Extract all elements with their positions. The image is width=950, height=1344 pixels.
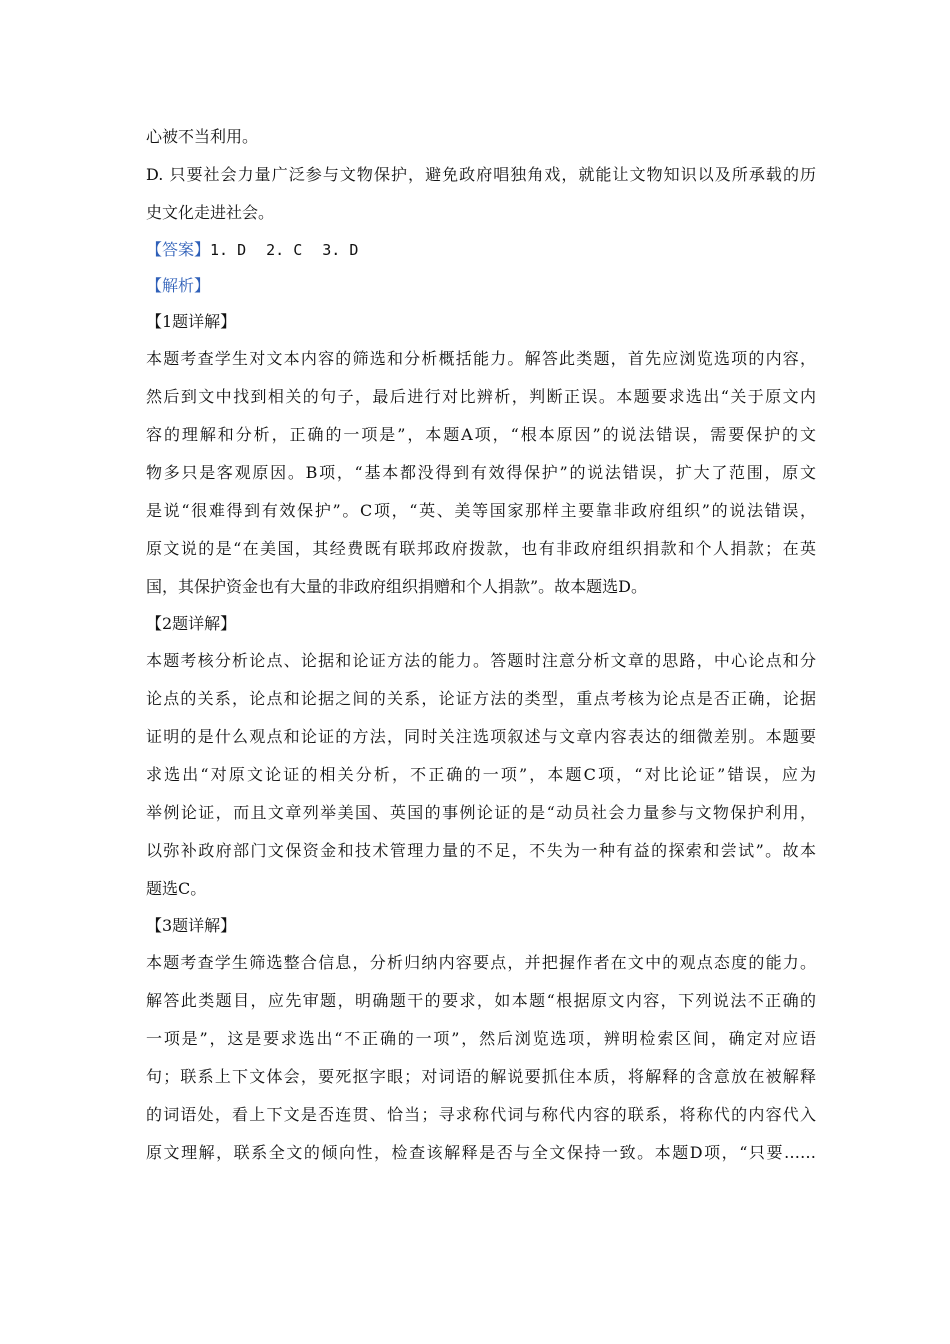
answer-tag: 【答案】 [146,240,211,259]
analysis-line [146,268,816,304]
q2-text-line: 题选C。 [146,879,207,898]
answer-3: 3. D [322,241,359,259]
q1-text-line: 然后到文中找到相关的句子，最后进行对比辨析，判断正误。本题要求选出“关于原文内 [146,387,816,406]
q2-text-line: 求选出“对原文论证的相关分析，不正确的一项”，本题C项，“对比论证”错误，应为 [146,765,816,784]
q1-text-line: 物多只是客观原因。B项，“基本都没得到有效得保护”的说法错误，扩大了范围，原文 [146,463,816,482]
q1-text-line: 是说“很难得到有效保护”。C项，“英、美等国家那样主要靠非政府组织”的说法错误， [146,501,816,520]
analysis-tag: 【解析】 [146,276,211,295]
q3-text-line: 句；联系上下文体会，要死抠字眼；对词语的解说要抓住本质，将解释的含意放在被解释 [146,1067,816,1086]
q1-heading: 【1题详解】 [146,312,237,331]
text-line: 史文化走进社会。 [146,203,275,222]
q1-text-line: 容的理解和分析，正确的一项是”，本题A项，“根本原因”的说法错误，需要保护的文 [146,425,816,444]
q1-text-line: 国，其保护资金也有大量的非政府组织捐赠和个人捐款”。故本题选D。 [146,577,648,596]
q2-text-line: 举例论证，而且文章列举美国、英国的事例论证的是“动员社会力量参与文物保护利用， [146,803,816,822]
q1-text-line: 本题考查学生对文本内容的筛选和分析概括能力。解答此类题，首先应浏览选项的内容， [146,349,816,368]
q3-text-line: 原文理解，联系全文的倾向性，检查该解释是否与全文保持一致。本题D项，“只要…… [146,1143,816,1162]
q2-text-line: 论点的关系，论点和论据之间的关系，论证方法的类型，重点考核为论点是否正确，论据 [146,689,816,708]
option-d-line: D. 只要社会力量广泛参与文物保护，避免政府唱独角戏，就能让文物知识以及所承载的历 [146,165,816,184]
answer-2: 2. C [266,241,303,259]
text-line: 心被不当利用。 [146,127,259,146]
answer-1: 1. D [210,241,247,259]
answer-line [146,232,816,268]
q1-text-line: 原文说的是“在美国，其经费既有联邦政府拨款，也有非政府组织捐款和个人捐款；在英 [146,539,816,558]
q3-text-line: 的词语处，看上下文是否连贯、恰当；寻求称代词与称代内容的联系，将称代的内容代入 [146,1105,816,1124]
q3-text-line: 本题考查学生筛选整合信息，分析归纳内容要点，并把握作者在文中的观点态度的能力。 [146,953,816,972]
q2-heading: 【2题详解】 [146,614,237,633]
q3-text-line: 一项是”，这是要求选出“不正确的一项”，然后浏览选项，辨明检索区间，确定对应语 [146,1029,816,1048]
q3-heading: 【3题详解】 [146,916,237,935]
q3-text-line: 解答此类题目，应先审题，明确题干的要求，如本题“根据原文内容，下列说法不正确的 [146,991,816,1010]
document-body [146,118,816,1172]
q2-text-line: 以弥补政府部门文保资金和技术管理力量的不足，不失为一种有益的探索和尝试”。故本 [146,841,816,860]
q2-text-line: 证明的是什么观点和论证的方法，同时关注选项叙述与文章内容表达的细微差别。本题要 [146,727,816,746]
q2-text-line: 本题考核分析论点、论据和论证方法的能力。答题时注意分析文章的思路，中心论点和分 [146,651,816,670]
